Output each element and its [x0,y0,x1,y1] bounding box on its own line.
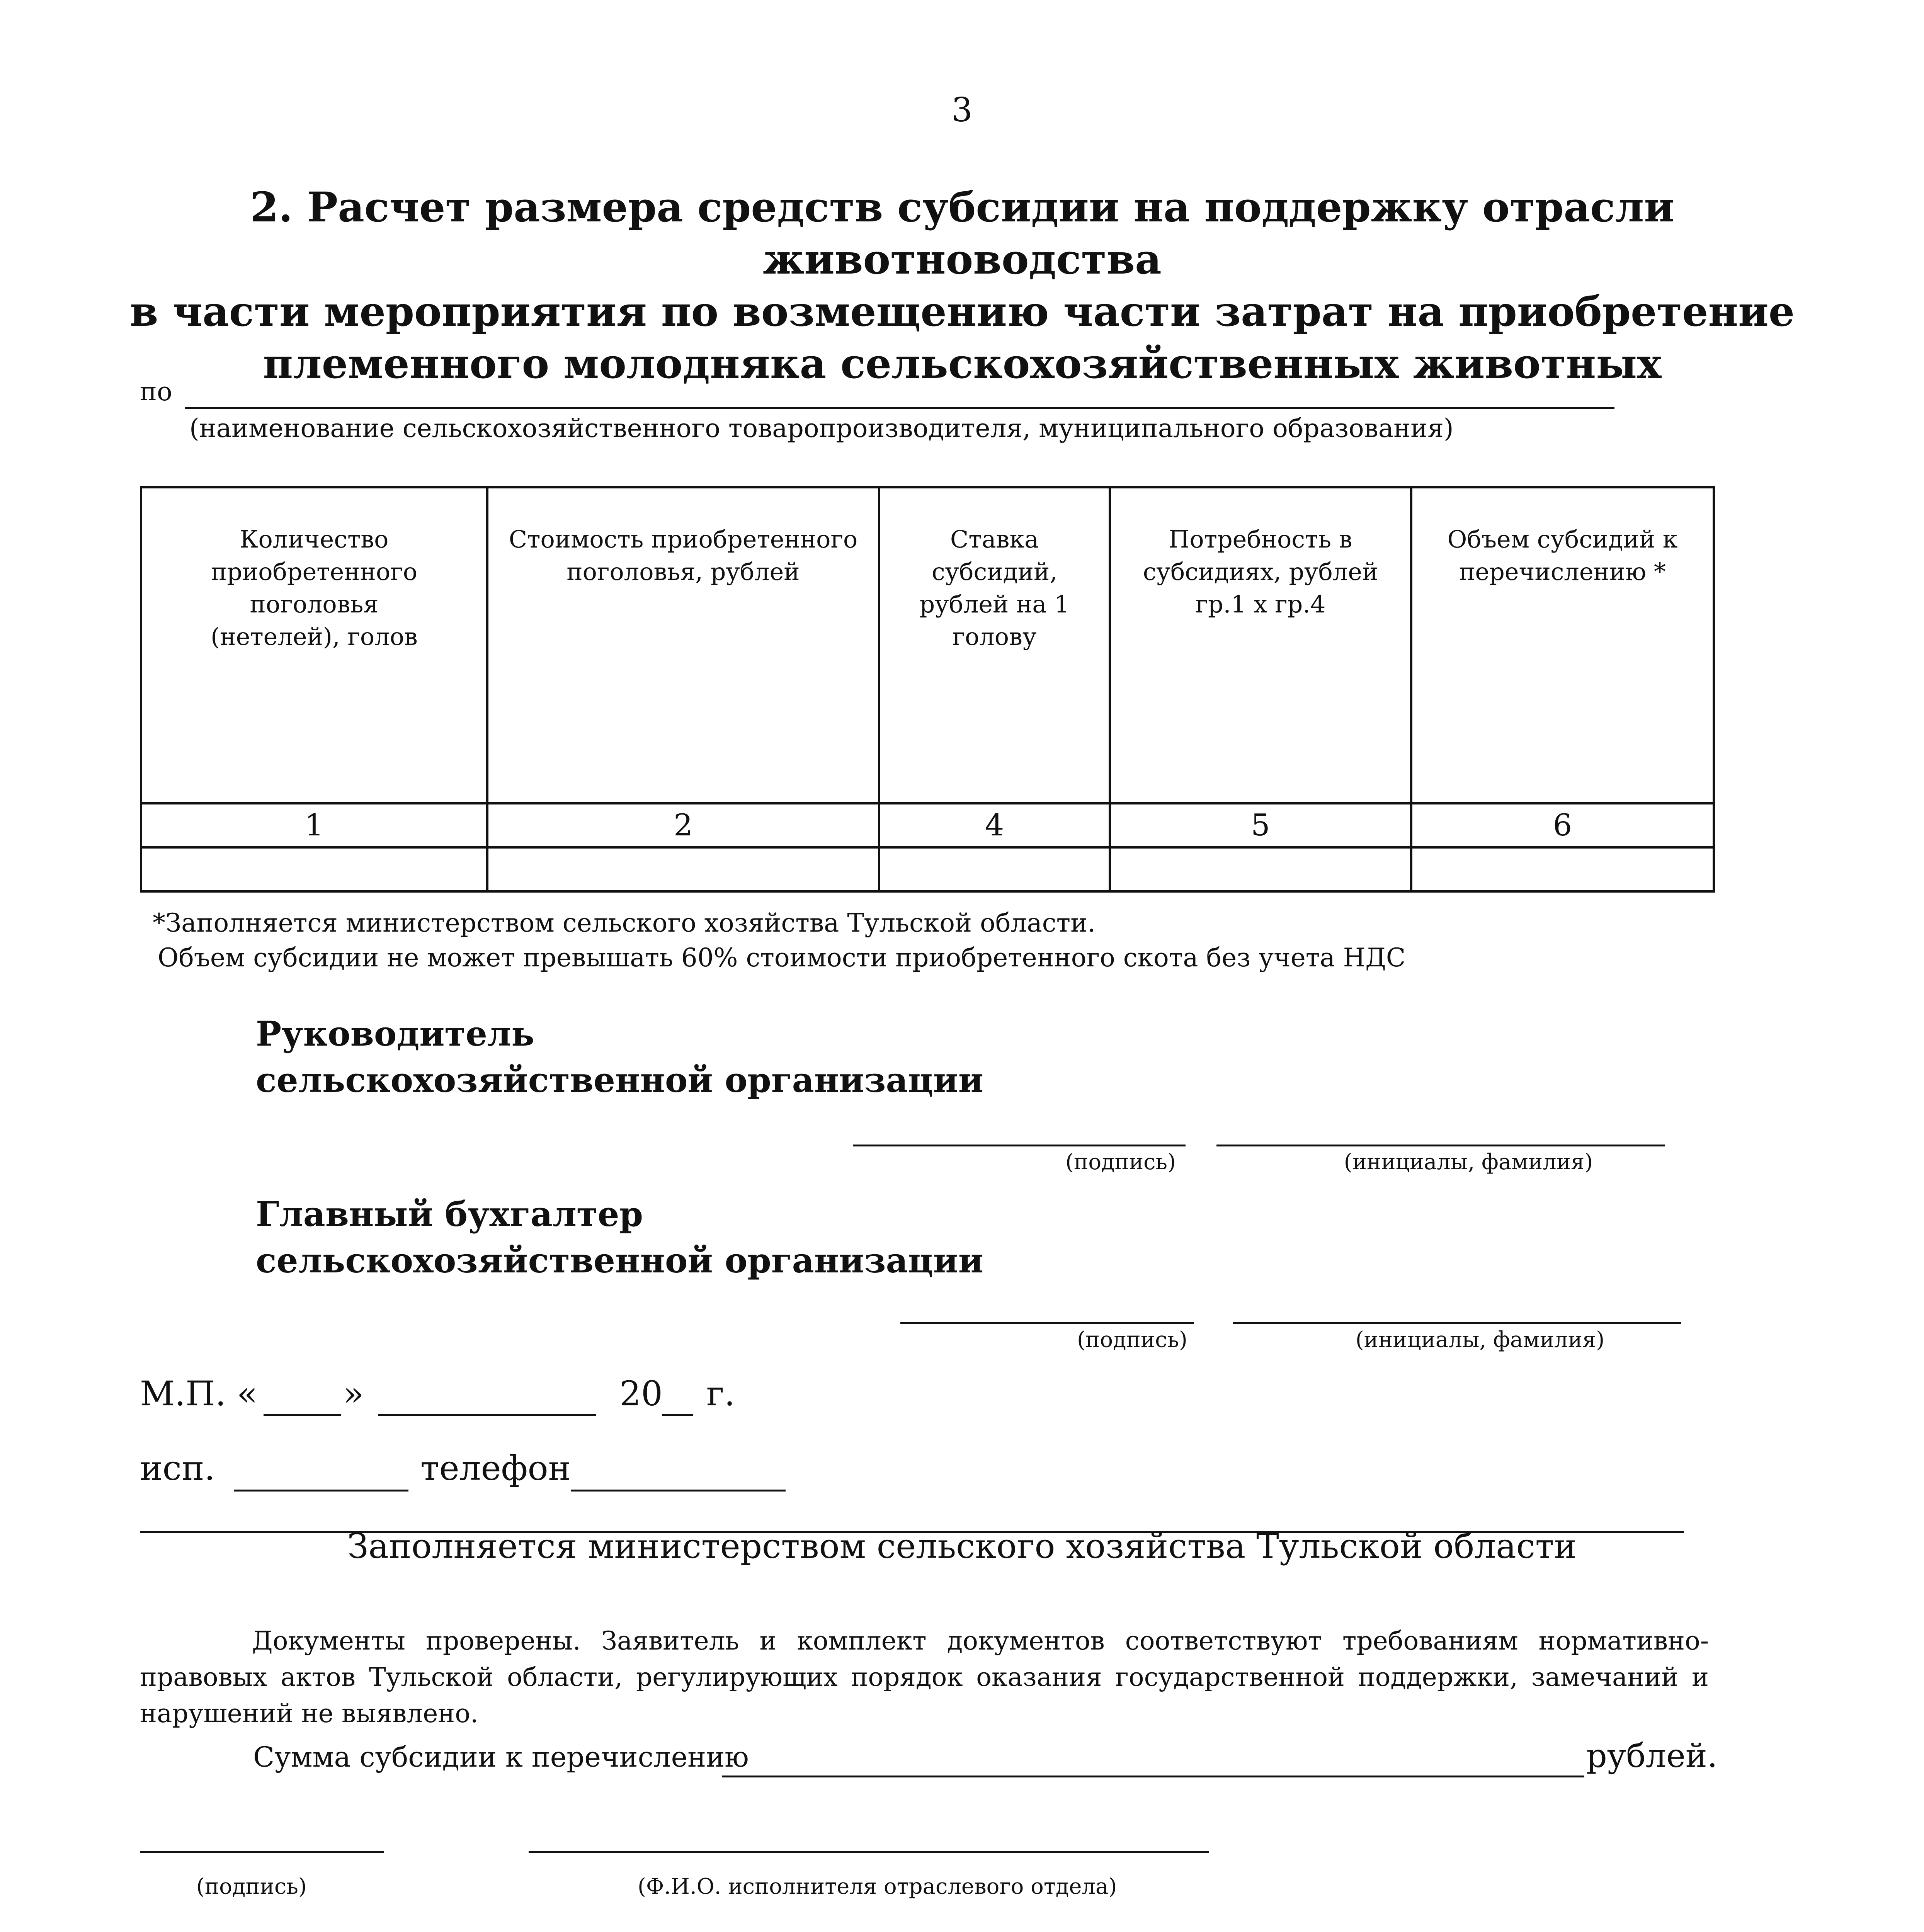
year-prefix: 20 [619,1374,663,1413]
table-data-row [141,847,1714,891]
documents-checked-text: Документы проверены. Заявитель и комплект документов соответствуют требованиям нормативно-правовых актов Тульской области, регулирующих порядок оказания государственной поддержки, замечаний и нарушений не выявлено. [140,1626,1709,1728]
accountant-name-field[interactable] [1233,1322,1681,1324]
recipient-caption: (наименование сельскохозяйственного товаропроизводителя, муниципального образования) [189,413,1454,443]
date-month-field[interactable] [378,1414,596,1416]
recipient-field[interactable] [185,407,1614,409]
sum-field[interactable] [722,1776,1584,1777]
stamp-label: М.П. « [140,1374,258,1413]
table-number-row [141,803,1714,847]
table-header-row [141,487,1714,803]
executor-field[interactable] [234,1490,408,1492]
head-title-line-1: Руководитель [256,1014,534,1054]
data-cell[interactable] [141,847,487,891]
sectoral-signature-caption: (подпись) [196,1874,307,1899]
head-signature-caption: (подпись) [1065,1150,1176,1175]
footnote-line-2: Объем субсидии не может превышать 60% стоимости приобретенного скота без учета НДС [158,943,1406,973]
accountant-signature-caption: (подпись) [1077,1327,1187,1352]
recipient-label: по [140,377,172,406]
head-title [256,1010,983,1103]
data-cell[interactable] [487,847,879,891]
executor-label: исп. [140,1448,215,1488]
column-number: 4 [879,803,1110,847]
data-cell[interactable] [1411,847,1714,891]
date-day-field[interactable] [264,1414,341,1416]
column-number: 6 [1411,803,1714,847]
header-cell: Объем субсидий к перечислению * [1411,487,1714,803]
header-cell: Потребность в субсидиях, рублей гр.1 х гр.4 [1110,487,1411,803]
data-cell[interactable] [879,847,1110,891]
head-name-field[interactable] [1216,1145,1665,1146]
head-signature-field[interactable] [853,1145,1186,1146]
sectoral-signature-field[interactable] [140,1851,384,1853]
title-line-3: племенного молодняка сельскохозяйственных животных [263,339,1662,388]
header-cell: Стоимость приобретенного поголовья, рублей [487,487,879,803]
data-cell[interactable] [1110,847,1411,891]
accountant-title-line-1: Главный бухгалтер [256,1194,643,1234]
phone-label: телефон [420,1448,571,1488]
sectoral-fio-caption: (Ф.И.О. исполнителя отраслевого отдела) [638,1874,1117,1899]
phone-field[interactable] [571,1490,786,1492]
column-number: 5 [1110,803,1411,847]
header-cell: Количество приобретенного поголовья (нетелей), голов [141,487,487,803]
accountant-signature-field[interactable] [900,1322,1194,1324]
document-title [116,181,1808,389]
subsidy-table [140,486,1715,893]
footnote-line-1: *Заполняется министерством сельского хозяйства Тульской области. [153,908,1096,938]
column-number: 1 [141,803,487,847]
title-line-1: 2. Расчет размера средств субсидии на поддержку отрасли животноводства [250,183,1675,283]
sectoral-fio-field[interactable] [529,1851,1209,1853]
accountant-title-line-2: сельскохозяйственной организации [256,1240,984,1281]
column-number: 2 [487,803,879,847]
date-year-field[interactable] [662,1414,693,1416]
sum-unit: рублей. [1586,1737,1718,1775]
stamp-close-quote: » [343,1374,364,1413]
page-number: 3 [951,91,973,129]
head-name-caption: (инициалы, фамилия) [1344,1150,1593,1175]
accountant-name-caption: (инициалы, фамилия) [1355,1327,1605,1352]
sum-label: Сумма субсидии к перечислению [253,1741,749,1773]
title-line-2: в части мероприятия по возмещению части затрат на приобретение [129,287,1795,335]
ministry-heading: Заполняется министерством сельского хозяйства Тульской области [347,1526,1577,1566]
accountant-title [256,1191,983,1284]
header-cell: Ставка субсидий, рублей на 1 голову [879,487,1110,803]
year-suffix: г. [706,1374,735,1413]
head-title-line-2: сельскохозяйственной организации [256,1060,984,1100]
